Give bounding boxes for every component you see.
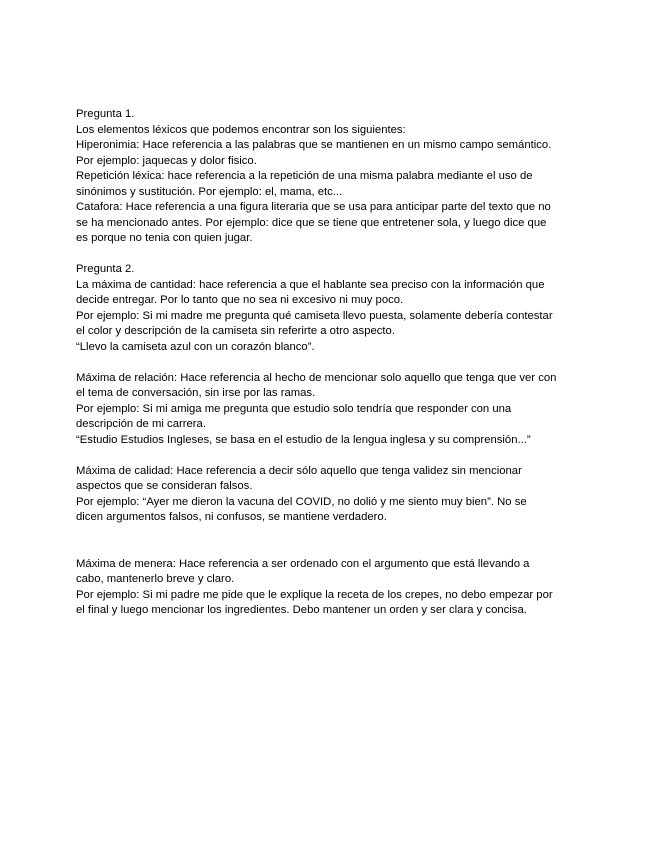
q1-line: Hiperonimia: Hace referencia a las palabras que se mantienen en un mismo campo semántico. [76,139,552,151]
q1-heading: Pregunta 1. [76,108,135,120]
q1-line: sinónimos y sustitución. Por ejemplo: el, mama, etc... [76,185,343,198]
paragraph-gap [76,448,581,464]
cantidad-line: Por ejemplo: Si mi madre me pregunta qué camiseta llevo puesta, solamente debería contestar [76,309,553,322]
relacion-line: Por ejemplo: Si mi amiga me pregunta que estudio solo tendría que responder con una [76,402,512,415]
cantidad-line: “Llevo la camiseta azul con un corazón blanco”. [76,340,315,353]
q2-heading: Pregunta 2. [76,263,135,275]
relacion-line: el tema de conversación, sin irse por las ramas. [76,387,316,399]
cantidad-line: La máxima de cantidad: hace referencia a que el hablante sea preciso con la información que [76,278,545,291]
paragraph-gap [76,526,581,557]
q1-line: Por ejemplo: jaquecas y dolor fisico. [76,154,257,167]
q1-line: Los elementos léxicos que podemos encontrar son los siguientes: [76,123,406,136]
calidad-line: Por ejemplo: “Ayer me dieron la vacuna del COVID, no dolió y me siento muy bien”. No se [76,495,527,508]
calidad-line: aspectos que se consideran falsos. [76,480,253,492]
manera-line: Por ejemplo: Si mi padre me pide que le explique la receta de los crepes, no debo empezar por [76,588,553,601]
paragraph-gap [76,247,581,263]
manera-line: el final y luego mencionar los ingredientes. Debo mantener un orden y ser clara y concisa. [76,604,527,616]
relacion-line: “Estudio Estudios Ingleses, se basa en el estudio de la lengua inglesa y su comprensión...” [76,433,531,446]
relacion-line: Máxima de relación: Hace referencia al hecho de mencionar solo aquello que tenga que ver con [76,371,557,384]
q1-line: Catafora: Hace referencia a una figura literaria que se usa para anticipar parte del texto que no [76,201,551,213]
calidad-line: Máxima de calidad: Hace referencia a decir sólo aquello que tenga validez sin mencionar [76,464,522,477]
calidad-line: dicen argumentos falsos, ni confusos, se mantiene verdadero. [76,511,387,523]
manera-line: Máxima de menera: Hace referencia a ser ordenado con el argumento que está llevando a [76,557,530,570]
q1-line: Repetición léxica: hace referencia a la repetición de una misma palabra mediante el uso de [76,170,533,182]
document-body [76,107,581,619]
cantidad-line: el color y descripción de la camiseta sin referirte a otro aspecto. [76,325,395,337]
q1-line: es porque no tenia con quien jugar. [76,232,253,244]
manera-line: cabo, mantenerlo breve y claro. [76,573,235,585]
paragraph-gap [76,355,581,371]
relacion-line: descripción de mi carrera. [76,418,206,430]
cantidad-line: decide entregar. Por lo tanto que no sea ni excesivo ni muy poco. [76,294,404,306]
q1-line: se ha mencionado antes. Por ejemplo: dice que se tiene que entretener sola, y luego dice que [76,216,547,229]
